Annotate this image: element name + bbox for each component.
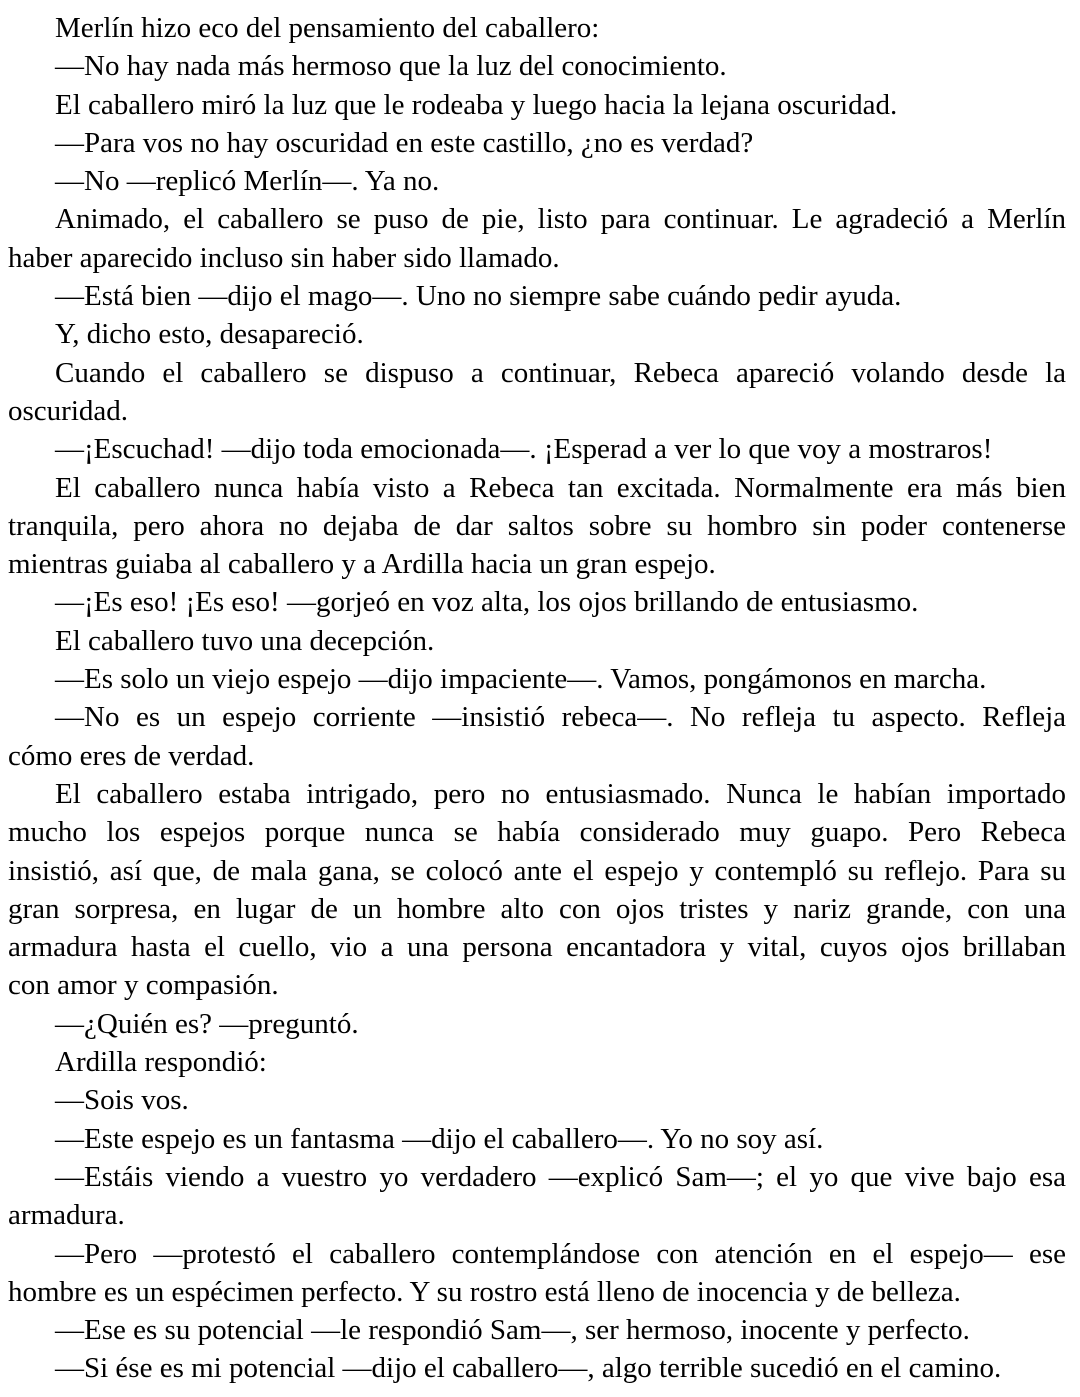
paragraph (8, 124, 1066, 162)
paragraph (8, 47, 1066, 85)
paragraph (8, 1081, 1066, 1119)
text-line: El caballero nunca había visto a Rebeca tan excitada. Normalmente era más bien (55, 471, 1066, 504)
page-text (8, 9, 1066, 1388)
text-line: —No hay nada más hermoso que la luz del conocimiento. (55, 50, 727, 83)
text-line: —Ese es su potencial —le respondió Sam—, ser hermoso, inocente y perfecto. (55, 1314, 970, 1347)
text-line: El caballero estaba intrigado, pero no entusiasmado. Nunca le habían importado (55, 777, 1066, 810)
paragraph (8, 622, 1066, 660)
text-line: Ardilla respondió: (55, 1046, 267, 1079)
text-line: —Este espejo es un fantasma —dijo el caballero—. Yo no soy así. (55, 1122, 824, 1155)
text-line: Animado, el caballero se puso de pie, listo para continuar. Le agradeció a Merlín (55, 203, 1066, 236)
paragraph (8, 315, 1066, 353)
text-line: haber aparecido incluso sin haber sido llamado. (8, 241, 560, 274)
text-line: hombre es un espécimen perfecto. Y su rostro está lleno de inocencia y de belleza. (8, 1275, 961, 1308)
text-line: armadura hasta el cuello, vio a una persona encantadora y vital, cuyos ojos brillaban (8, 931, 1066, 964)
text-line: tranquila, pero ahora no dejaba de dar saltos sobre su hombro sin poder contenerse (8, 509, 1066, 542)
text-line: —Pero —protestó el caballero contemplándose con atención en el espejo— ese (55, 1237, 1066, 1270)
text-line: —Está bien —dijo el mago—. Uno no siempre sabe cuándo pedir ayuda. (55, 280, 902, 313)
paragraph (8, 430, 1066, 468)
text-line: Y, dicho esto, desapareció. (55, 318, 364, 351)
paragraph (8, 698, 1066, 775)
text-line: —Sois vos. (55, 1084, 189, 1117)
text-line: —No —replicó Merlín—. Ya no. (55, 165, 440, 198)
paragraph (8, 9, 1066, 47)
paragraph (8, 200, 1066, 277)
paragraph (8, 583, 1066, 621)
text-line: —¿Quién es? —preguntó. (55, 1007, 359, 1040)
paragraph (8, 354, 1066, 431)
text-line: cómo eres de verdad. (8, 739, 255, 772)
text-line: —¡Escuchad! —dijo toda emocionada—. ¡Esperad a ver lo que voy a mostraros! (55, 433, 993, 466)
paragraph (8, 469, 1066, 584)
text-line: —No es un espejo corriente —insistió rebeca—. No refleja tu aspecto. Refleja (55, 701, 1066, 734)
paragraph (8, 1235, 1066, 1312)
text-line: con amor y compasión. (8, 969, 279, 1002)
text-line: El caballero miró la luz que le rodeaba y luego hacia la lejana oscuridad. (55, 88, 898, 121)
text-line: oscuridad. (8, 394, 128, 427)
text-line: mientras guiaba al caballero y a Ardilla hacia un gran espejo. (8, 548, 716, 581)
text-line: mucho los espejos porque nunca se había considerado muy guapo. Pero Rebeca (8, 816, 1066, 849)
text-line: —Estáis viendo a vuestro yo verdadero —explicó Sam—; el yo que vive bajo esa (55, 1160, 1066, 1193)
text-line: Merlín hizo eco del pensamiento del caballero: (55, 12, 600, 44)
paragraph (8, 1349, 1066, 1387)
paragraph (8, 1158, 1066, 1235)
text-line: El caballero tuvo una decepción. (55, 624, 435, 657)
paragraph (8, 86, 1066, 124)
paragraph (8, 162, 1066, 200)
paragraph (8, 1005, 1066, 1043)
paragraph (8, 775, 1066, 1005)
text-line: insistió, así que, de mala gana, se colocó ante el espejo y contempló su reflejo. Para su (8, 854, 1066, 887)
paragraph (8, 277, 1066, 315)
text-line: armadura. (8, 1199, 125, 1232)
paragraph (8, 1043, 1066, 1081)
text-line: Cuando el caballero se dispuso a continuar, Rebeca apareció volando desde la (55, 356, 1066, 389)
text-line: gran sorpresa, en lugar de un hombre alto con ojos tristes y nariz grande, con una (8, 892, 1066, 925)
paragraph (8, 1120, 1066, 1158)
text-line: —Es solo un viejo espejo —dijo impaciente—. Vamos, pongámonos en marcha. (55, 663, 987, 696)
paragraph (8, 1311, 1066, 1349)
text-line: —Para vos no hay oscuridad en este castillo, ¿no es verdad? (55, 126, 754, 159)
text-line: —Si ése es mi potencial —dijo el caballero—, algo terrible sucedió en el camino. (55, 1352, 1002, 1385)
paragraph (8, 660, 1066, 698)
text-line: —¡Es eso! ¡Es eso! —gorjeó en voz alta, los ojos brillando de entusiasmo. (55, 586, 919, 619)
